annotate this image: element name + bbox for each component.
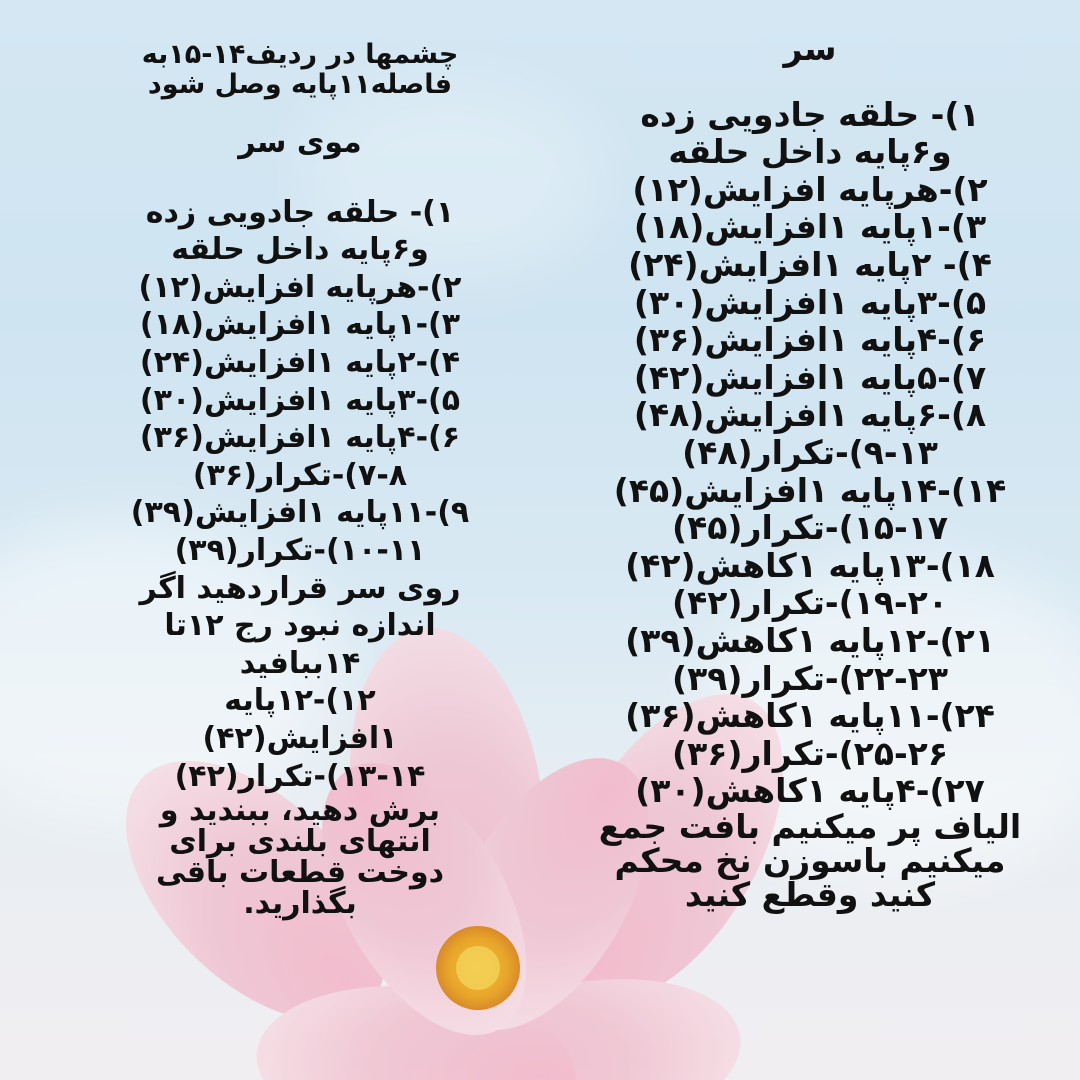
pattern-row: ۴)-۲پایه ۱افزایش(۲۴) [139, 344, 461, 380]
pattern-row: ۱)- حلقه جادویی زده [640, 94, 980, 134]
pattern-row: و۶پایه داخل حلقه [171, 232, 429, 268]
pattern-row: ۲۴)-۱۱پایه ۱کاهش(۳۶) [625, 696, 995, 736]
eyes-placement-note [110, 40, 490, 100]
head-section-title: سر [783, 29, 837, 68]
hair-final-note [110, 793, 490, 922]
note-line: کنید وقطع کنید [684, 874, 936, 914]
note-line: چشمها در ردیف۱۴-۱۵به [141, 39, 459, 70]
pattern-row: ۹)-۱۱پایه ۱افزایش(۳۹) [130, 495, 470, 531]
pattern-row: ۱۸)-۱۳پایه ۱کاهش(۴۲) [625, 545, 995, 585]
pattern-row: ۵)-۳پایه ۱افزایش(۳۰) [633, 282, 987, 322]
pattern-row: ۲۱)-۱۲پایه ۱کاهش(۳۹) [625, 620, 995, 660]
note-line: انتهای بلندی برای [169, 824, 431, 860]
pattern-row: ۶)-۴پایه ۱افزایش(۳۶) [633, 320, 987, 360]
pattern-row: ۱۹-۲۰)-تکرار(۴۲) [672, 583, 948, 623]
pattern-row: اندازه نبود رج ۱۲تا [164, 608, 436, 644]
pattern-row: ۲)-هرپایه افزایش(۱۲) [632, 169, 988, 209]
pattern-row: ۱)- حلقه جادویی زده [145, 194, 455, 230]
pattern-row: ۱۳-۱۴)-تکرار(۴۲) [174, 758, 426, 794]
pattern-row: ۱افزایش(۴۲) [202, 720, 398, 756]
pattern-row: ۷)-۵پایه ۱افزایش(۴۲) [633, 357, 987, 397]
pattern-row: ۳)-۱پایه ۱افزایش(۱۸) [633, 207, 987, 247]
pattern-row: ۷-۸)-تکرار(۳۶) [192, 457, 408, 493]
hair-pattern-column [110, 39, 490, 922]
hair-section-title: موی سر [238, 125, 362, 160]
pattern-row: ۵)-۳پایه ۱افزایش(۳۰) [139, 382, 461, 418]
note-line: دوخت قطعات باقی [155, 855, 445, 891]
note-line: برش دهید، ببندید و [159, 793, 441, 829]
pattern-row: ۱۵-۱۷)-تکرار(۴۵) [672, 508, 948, 548]
pattern-row: ۱۴ببافید [239, 645, 361, 681]
pattern-row: ۲۷)-۴پایه ۱کاهش(۳۰) [635, 771, 985, 811]
pattern-row: ۳)-۱پایه ۱افزایش(۱۸) [139, 307, 461, 343]
pattern-row: و۶پایه داخل حلقه [668, 132, 952, 172]
note-line: الیاف پر میکنیم بافت جمع [598, 806, 1022, 846]
head-pattern-column [585, 30, 1035, 912]
pattern-row: ۲۲-۲۳)-تکرار(۳۹) [672, 658, 948, 698]
pattern-row: ۲)-هرپایه افزایش(۱۲) [138, 269, 462, 305]
note-line: میکنیم باسوزن نخ محکم [614, 840, 1006, 880]
pattern-row: ۹-۱۳)-تکرار(۴۸) [682, 432, 938, 472]
pattern-row: روی سر قراردهید اگر [139, 570, 461, 606]
pattern-row: ۱۲)-۱۲پایه [224, 683, 376, 719]
pattern-row: ۱۰-۱۱)-تکرار(۳۹) [174, 532, 426, 568]
head-steps-list [585, 96, 1035, 810]
head-final-note [585, 806, 1035, 914]
pattern-row: ۲۵-۲۶)-تکرار(۳۶) [672, 733, 948, 773]
note-line: بگذارید. [243, 886, 357, 922]
hair-steps-list [110, 194, 490, 796]
pattern-row: ۸)-۶پایه ۱افزایش(۴۸) [633, 395, 987, 435]
note-line: فاصله۱۱پایه وصل شود [147, 69, 453, 100]
pattern-row: ۴)- ۲پایه ۱افزایش(۲۴) [628, 244, 992, 284]
pattern-row: ۱۴)-۱۴پایه ۱افزایش(۴۵) [613, 470, 1007, 510]
pattern-row: ۶)-۴پایه ۱افزایش(۳۶) [139, 420, 461, 456]
